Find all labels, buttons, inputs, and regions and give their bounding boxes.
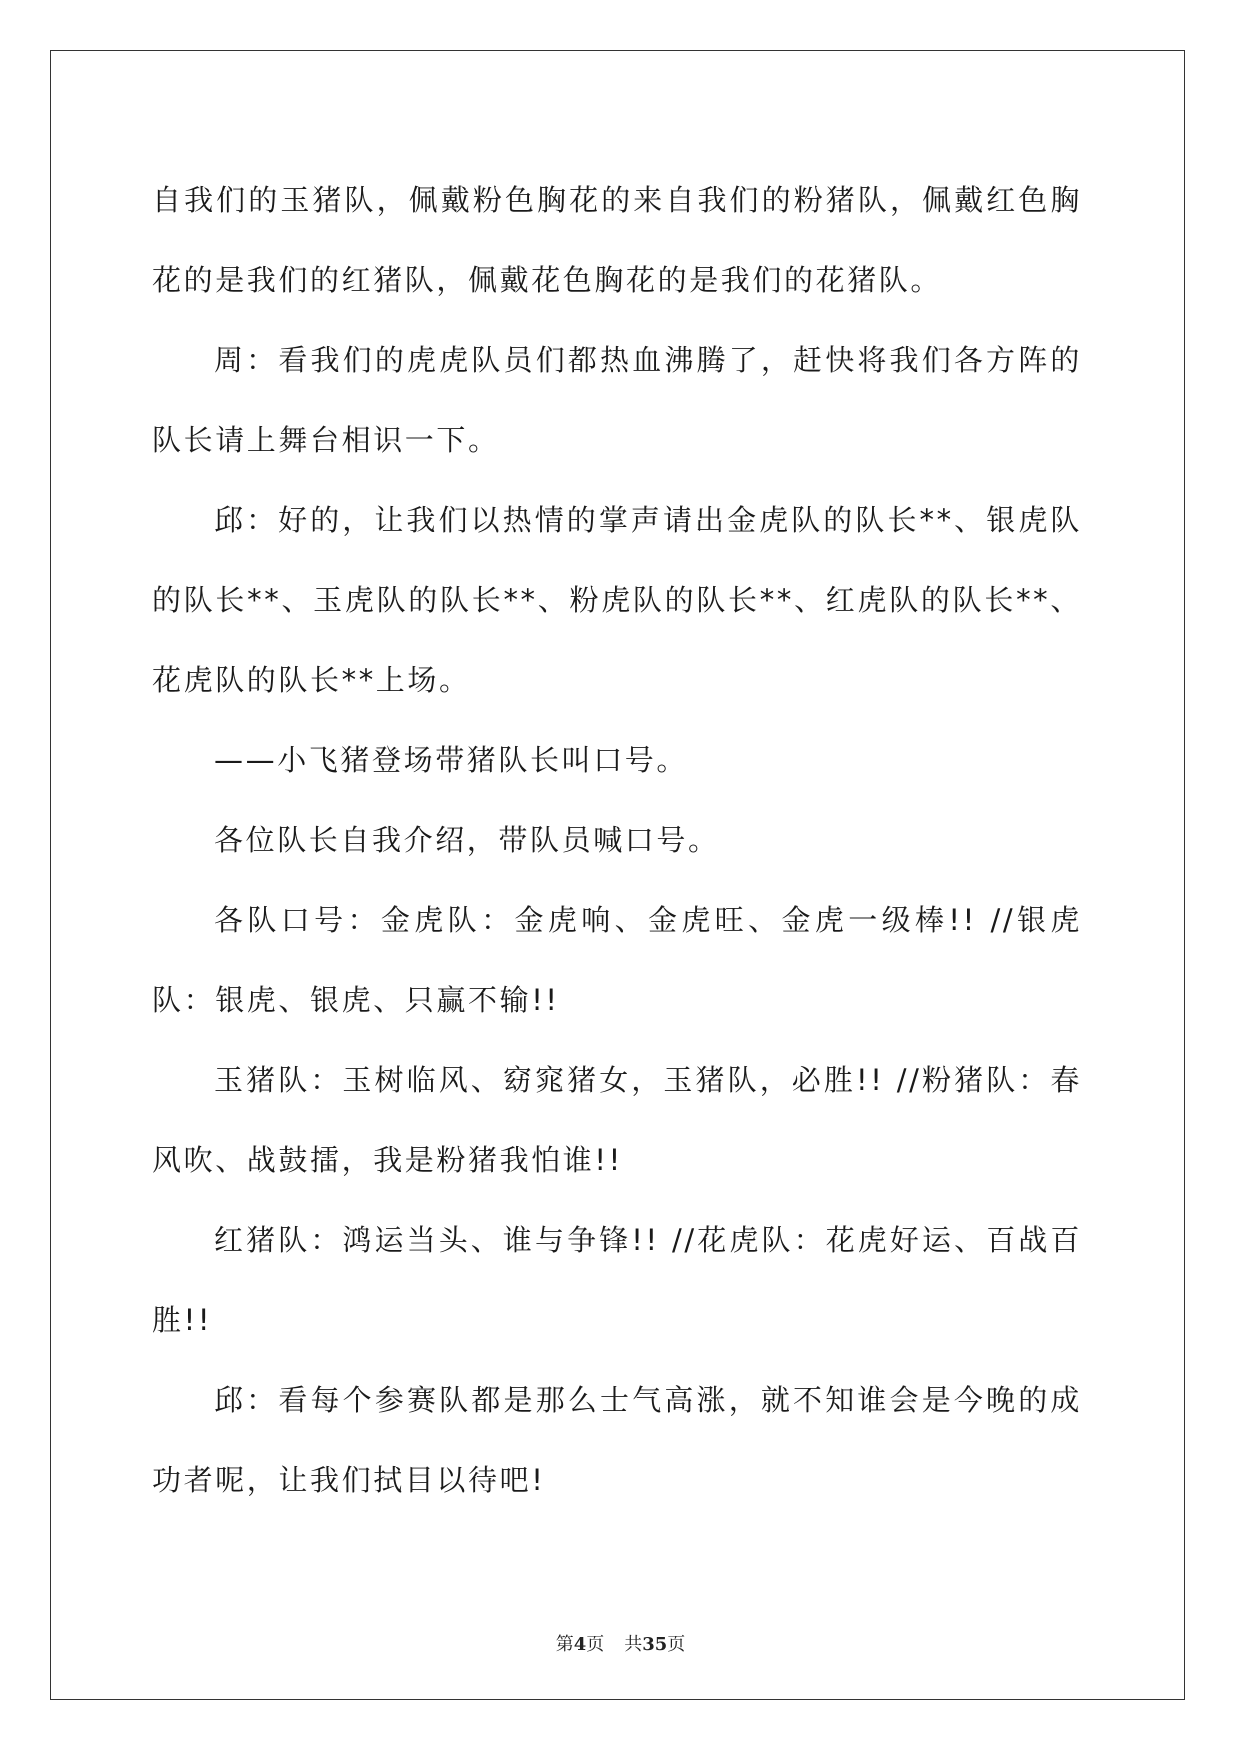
paragraph-2: 周：看我们的虎虎队员们都热血沸腾了，赶快将我们各方阵的队长请上舞台相识一下。 — [152, 343, 1082, 457]
page-number: 4 — [573, 1634, 587, 1655]
paragraph-9: 邱：看每个参赛队都是那么士气高涨，就不知谁会是今晚的成功者呢，让我们拭目以待吧! — [152, 1383, 1082, 1497]
page-suffix: 页 — [586, 1634, 605, 1655]
paragraph-5: 各位队长自我介绍，带队员喊口号。 — [214, 823, 720, 857]
page-footer — [0, 1630, 1241, 1656]
total-prefix: 共 — [624, 1634, 643, 1655]
page-prefix: 第 — [555, 1634, 574, 1655]
paragraph-3: 邱：好的，让我们以热情的掌声请出金虎队的队长**、银虎队的队长**、玉虎队的队长**、粉虎队的队长**、红虎队的队长**、花虎队的队长**上场。 — [152, 503, 1082, 697]
total-pages: 35 — [642, 1634, 668, 1655]
paragraph-6: 各队口号：金虎队：金虎响、金虎旺、金虎一级棒!! //银虎队：银虎、银虎、只赢不输!! — [152, 903, 1082, 1017]
paragraph-8: 红猪队：鸿运当头、谁与争锋!! //花虎队：花虎好运、百战百胜!! — [152, 1223, 1082, 1337]
paragraph-4: ——小飞猪登场带猪队长叫口号。 — [214, 743, 689, 777]
paragraph-7: 玉猪队：玉树临风、窈窕猪女，玉猪队，必胜!! //粉猪队：春风吹、战鼓擂，我是粉猪我怕谁!! — [152, 1063, 1082, 1177]
paragraph-1: 自我们的玉猪队，佩戴粉色胸花的来自我们的粉猪队，佩戴红色胸花的是我们的红猪队，佩戴花色胸花的是我们的花猪队。 — [152, 183, 1082, 297]
total-suffix: 页 — [667, 1634, 686, 1655]
document-body — [152, 160, 1082, 1520]
